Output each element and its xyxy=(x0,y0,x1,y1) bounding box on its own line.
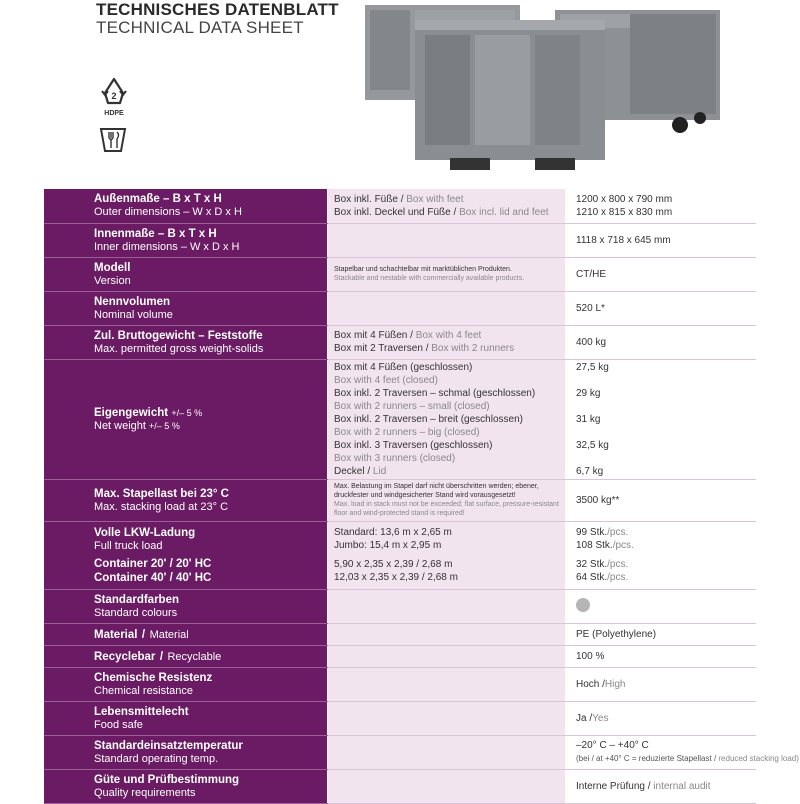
row-gross-weight: Zul. Bruttogewicht – Feststoffe Max. permitted gross weight-solids Box mit 4 Füßen / Box with 4 feet Box mit 2 Traversen / Box with 2 runners 400 kg xyxy=(44,325,756,359)
value: 108 Stk. xyxy=(576,540,613,551)
label-de: Eigengewicht xyxy=(94,406,169,419)
desc-de: Box mit 2 Traversen xyxy=(334,343,423,354)
tolerance: +/– 5 % xyxy=(149,420,180,431)
page-subtitle: TECHNICAL DATA SHEET xyxy=(96,18,304,37)
value-en: Yes xyxy=(592,712,609,724)
wheel xyxy=(672,117,688,133)
desc-de: Box inkl. 2 Traversen – schmal (geschlossen) xyxy=(334,387,536,399)
label-en: Food safe xyxy=(94,718,143,731)
row-net-weight: Eigengewicht +/– 5 % Net weight +/– 5 % Box mit 4 Füßen (geschlossen) Box with 4 feet (closed) Box inkl. 2 Traversen – schmal (geschlossen) Box with 2 runners – small (closed) Box inkl. 2 Traversen – breit (geschlossen) Box with 2 runners – big (closed) Box inkl. 3 Traversen (geschlossen) Box with 3 runners (closed) Deckel / Lid 27,5 kg 29 kg 31 kg 32,5 kg 6,7 kg xyxy=(44,359,756,479)
desc-en: Lid xyxy=(372,465,387,477)
desc: 5,90 x 2,35 x 2,39 / 2,68 m xyxy=(334,559,453,570)
value: 29 kg xyxy=(576,387,601,399)
label-en: Full truck load xyxy=(94,539,163,552)
technical-data-table xyxy=(44,189,799,804)
label-en: Version xyxy=(94,274,131,287)
value: 31 kg xyxy=(576,413,601,425)
row-food-safe: Lebensmittelecht Food safe Ja /Yes xyxy=(44,701,756,735)
hdpe-label: HDPE xyxy=(104,110,124,117)
desc-de: Deckel xyxy=(334,465,365,477)
recycling-code: 2 xyxy=(111,91,117,101)
desc: Standard: 13,6 m x 2,65 m xyxy=(334,527,452,538)
value: 6,7 kg xyxy=(576,465,604,477)
label-en: Recyclable xyxy=(167,651,222,663)
desc-de: Box mit 4 Füßen xyxy=(334,330,408,341)
desc-en: Box with 2 runners – big (closed) xyxy=(334,426,480,438)
desc-de: Box inkl. Füße xyxy=(334,193,398,205)
row-material: Material / Material PE (Polyethylene) xyxy=(44,623,756,645)
desc-en: Box with 4 feet xyxy=(415,330,482,341)
value: 99 Stk. xyxy=(576,527,608,538)
desc-de: Box mit 4 Füßen (geschlossen) xyxy=(334,361,473,373)
grey-colour-swatch xyxy=(576,598,590,612)
label-en: Material xyxy=(149,629,189,641)
label-en: Quality requirements xyxy=(94,786,196,799)
row-operating-temperature: Standardeinsatztemperatur Standard operating temp. –20° C – +40° C (bei / at +40° C = reduzierte Stapellast / reduced stacking load) xyxy=(44,735,756,769)
desc-en: Box with 3 runners (closed) xyxy=(334,452,456,464)
value-de: Ja xyxy=(576,712,587,724)
recycling-icon xyxy=(96,76,132,110)
value: –20° C – +40° C xyxy=(576,740,649,751)
desc-en: Box with 2 runners – small (closed) xyxy=(334,400,490,412)
note-de: (bei / at +40° C = reduzierte Stapellast xyxy=(576,754,712,763)
row-standard-colours xyxy=(44,589,756,623)
row-truck-load xyxy=(44,521,756,589)
value: 400 kg xyxy=(576,336,607,348)
row-outer-dimensions: Außenmaße – B x T x H Outer dimensions – W x D x H Box inkl. Füße / Box with feet Box inkl. Deckel und Füße / Box incl. lid and feet 1200 x 800 x 790 mm 1210 x 815 x 830 mm xyxy=(44,189,756,223)
value: 100 % xyxy=(576,650,605,662)
value: 1200 x 800 x 790 mm xyxy=(576,193,673,205)
label-en: Chemical resistance xyxy=(94,684,194,697)
value: 32,5 kg xyxy=(576,439,609,451)
desc-en: Box with 2 runners xyxy=(431,343,515,354)
desc-en: Max. load in stack must not be exceeded; flat surface, pressure-resistant floor and wind-protected stand is required! xyxy=(334,501,559,517)
note-en: reduced stacking load) xyxy=(718,754,799,763)
label-en: Inner dimensions – W x D x H xyxy=(94,240,240,253)
label-de: Außenmaße – B x T x H xyxy=(94,193,222,206)
food-safe-icon xyxy=(96,123,132,157)
unit: /pcs. xyxy=(607,527,629,538)
value-en: internal audit xyxy=(653,780,711,792)
value: 3500 kg** xyxy=(576,494,620,506)
label-de: Standardfarben xyxy=(94,593,179,606)
row-chemical-resistance: Chemische Resistenz Chemical resistance Hoch /High xyxy=(44,667,756,701)
value: 64 Stk. xyxy=(576,572,608,583)
row-model xyxy=(44,257,756,291)
tolerance: +/– 5 % xyxy=(171,407,203,418)
desc: 12,03 x 2,35 x 2,39 / 2,68 m xyxy=(334,572,458,583)
desc-en: Box with 4 feet (closed) xyxy=(334,374,438,386)
label-de: Innenmaße – B x T x H xyxy=(94,227,217,240)
desc-en: Stackable and nestable with commercially available products. xyxy=(334,275,525,282)
icon-column xyxy=(96,76,132,157)
container-20-label: Container 20' / 20' HC xyxy=(94,557,212,570)
value: 1118 x 718 x 645 mm xyxy=(576,234,671,246)
unit: /pcs. xyxy=(607,572,629,583)
label-en: Standard colours xyxy=(94,606,178,619)
page-title: TECHNISCHES DATENBLATT xyxy=(96,0,339,19)
value: PE (Polyethylene) xyxy=(576,628,657,640)
label-de: Güte und Prüfbestimmung xyxy=(94,773,240,786)
label-en: Standard operating temp. xyxy=(94,752,219,765)
label-en: Net weight xyxy=(94,419,146,432)
unit: /pcs. xyxy=(612,540,634,551)
label-de: Zul. Bruttogewicht – Feststoffe xyxy=(94,329,263,342)
container-40-label: Container 40' / 40' HC xyxy=(94,571,212,584)
value: 1210 x 815 x 830 mm xyxy=(576,206,673,218)
row-inner-dimensions xyxy=(44,223,756,257)
value: 32 Stk. xyxy=(576,559,608,570)
desc-en: Box incl. lid and feet xyxy=(459,206,549,218)
label-de: Max. Stapellast bei 23° C xyxy=(94,487,229,500)
desc-de: Box inkl. Deckel und Füße xyxy=(334,206,451,218)
unit: /pcs. xyxy=(607,559,629,570)
row-nominal-volume xyxy=(44,291,756,325)
desc-de: Max. Belastung im Stapel darf nicht überschritten werden; ebener, druckfester und windgesicherter Stand wird vorausgesetzt! xyxy=(334,483,539,499)
label-en: Nominal volume xyxy=(94,308,173,321)
label-en: Max. permitted gross weight-solids xyxy=(94,342,264,355)
label-de: Recyclebar xyxy=(94,651,156,663)
desc-de: Box inkl. 2 Traversen – breit (geschlossen) xyxy=(334,413,523,425)
desc-de: Stapelbar und schachtelbar mit marktüblichen Produkten. xyxy=(334,266,512,273)
desc-de: Box inkl. 3 Traversen (geschlossen) xyxy=(334,439,493,451)
label-de: Standardeinsatztemperatur xyxy=(94,739,243,752)
value: 520 L* xyxy=(576,302,605,314)
label-de: Nennvolumen xyxy=(94,295,171,308)
label-de: Volle LKW-Ladung xyxy=(94,526,196,539)
row-stacking-load xyxy=(44,479,756,521)
value-en: High xyxy=(604,678,626,690)
value: CT/HE xyxy=(576,268,606,280)
label-de: Material xyxy=(94,629,138,641)
row-recyclable: Recyclebar / Recyclable 100 % xyxy=(44,645,756,667)
label-de: Modell xyxy=(94,261,131,274)
value: 27,5 kg xyxy=(576,361,609,373)
product-photo xyxy=(360,0,760,178)
label-en: Max. stacking load at 23° C xyxy=(94,500,229,513)
label-de: Lebensmittelecht xyxy=(94,705,189,718)
value-de: Hoch xyxy=(576,678,600,690)
value-de: Interne Prüfung xyxy=(576,780,645,792)
label-en: Outer dimensions – W x D x H xyxy=(94,206,242,219)
desc-en: Box with feet xyxy=(406,193,464,205)
desc: Jumbo: 15,4 m x 2,95 m xyxy=(334,540,442,551)
label-de: Chemische Resistenz xyxy=(94,671,213,684)
row-quality-requirements: Güte und Prüfbestimmung Quality requirements Interne Prüfung / internal audit xyxy=(44,769,756,803)
